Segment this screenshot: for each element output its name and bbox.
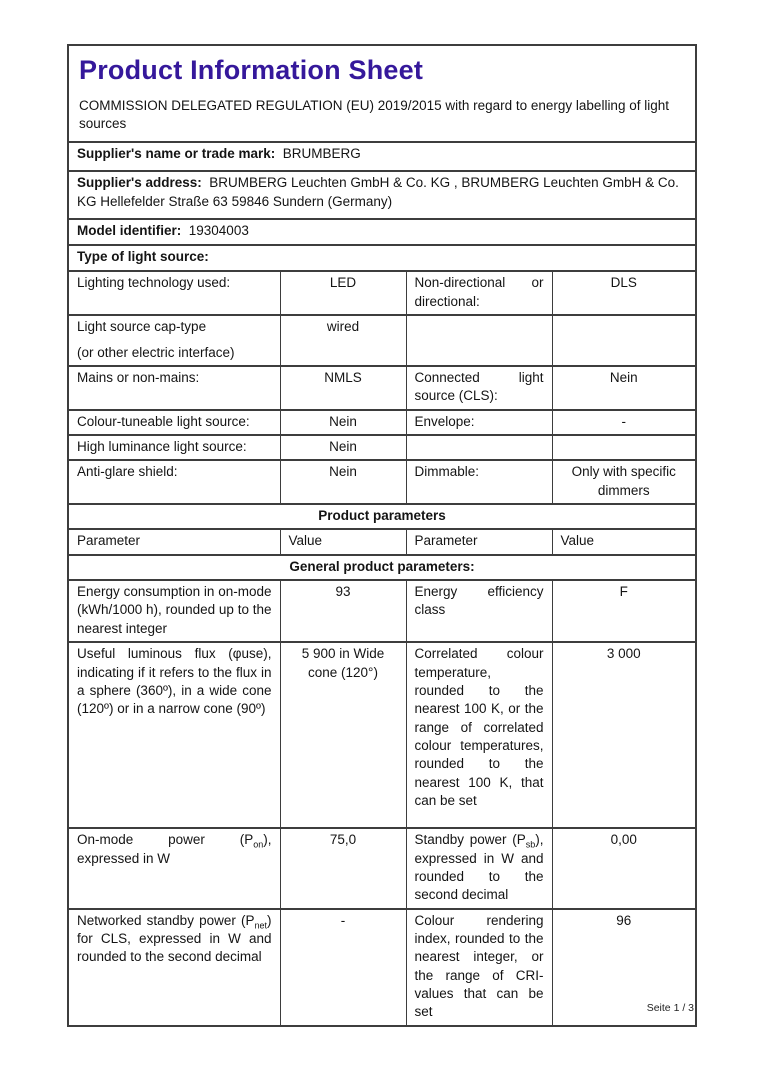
param-value: -	[340, 912, 346, 928]
param-label: Anti-glare shield:	[77, 464, 178, 480]
param-value: -	[621, 413, 626, 429]
param-label: High luminance light source:	[77, 438, 247, 454]
param-label: On-mode power (P	[77, 832, 254, 848]
value-cell	[552, 315, 696, 366]
value-cell	[280, 460, 406, 504]
value-cell	[552, 271, 696, 315]
product-information-table	[67, 44, 697, 1027]
value-cell	[280, 580, 406, 642]
supplier-name-row	[68, 142, 696, 171]
param-value: Nein	[329, 438, 357, 454]
value-cell	[280, 435, 406, 460]
value-cell	[552, 460, 696, 504]
param-label: Colour-tuneable light source:	[77, 413, 250, 429]
param-label-cell	[406, 315, 552, 366]
title-cell	[68, 45, 696, 142]
param-label: Lighting technology used:	[77, 275, 231, 291]
param-value: Nein	[329, 464, 357, 480]
value-cell	[552, 828, 696, 908]
product-parameters-section-title: Product parameters	[68, 504, 696, 529]
param-label-cell	[406, 366, 552, 410]
param-value: Nein	[609, 369, 638, 385]
param-value: F	[619, 584, 628, 600]
param-value: NMLS	[324, 369, 362, 385]
value-cell	[280, 315, 406, 366]
value-cell	[280, 410, 406, 435]
param-label: Correlated colour temperature, rounded to the nearest 100 K, or the range of correlated colour temperatures, rounded to the nearest 100 K, that can be set	[414, 646, 544, 809]
model-identifier-row	[68, 219, 696, 245]
value-cell	[552, 580, 696, 642]
param-label-cell	[406, 435, 552, 460]
column-header-parameter: Parameter	[406, 529, 552, 554]
param-label: Energy consumption in on-mode (kWh/1000 h), rounded up to the nearest integer	[77, 584, 272, 636]
subscript: sb	[525, 839, 536, 850]
param-label-cell	[68, 828, 280, 908]
subscript: net	[254, 920, 267, 931]
general-product-parameters-title: General product parameters:	[68, 555, 696, 580]
param-value: 96	[616, 912, 632, 928]
param-value: 3 000	[606, 646, 641, 662]
value-cell	[552, 410, 696, 435]
param-label: ) for CLS, expressed in W and rounded to the second decimal	[77, 912, 272, 965]
type-of-light-source-heading: Type of light source:	[68, 245, 696, 271]
param-value: 93	[335, 584, 351, 600]
model-identifier-value: 19304003	[188, 223, 249, 239]
param-label-cell	[406, 271, 552, 315]
param-label: Standby power (P	[414, 832, 526, 848]
value-cell	[280, 909, 406, 1026]
supplier-name-value: BRUMBERG	[282, 146, 361, 162]
param-label-cell	[406, 410, 552, 435]
param-value: LED	[329, 275, 357, 291]
param-label: ), expressed in W	[77, 832, 272, 866]
param-label: Connected light source (CLS):	[414, 369, 544, 404]
param-value: 75,0	[329, 832, 357, 848]
param-label-cell	[68, 366, 280, 410]
param-value: Only with specific dimmers	[571, 464, 676, 498]
param-value: 5 900 in Wide cone (120°)	[301, 646, 385, 680]
param-value: DLS	[610, 275, 637, 291]
param-value: Nein	[329, 413, 357, 429]
param-label-cell	[406, 460, 552, 504]
param-label: Dimmable:	[414, 464, 480, 480]
param-label-secondary: (or other electric interface)	[77, 344, 235, 360]
value-cell	[552, 366, 696, 410]
value-cell	[280, 828, 406, 908]
subscript: on	[253, 839, 264, 850]
supplier-name-label: Supplier's name or trade mark:	[77, 146, 276, 162]
param-label: Useful luminous flux (φuse), indicating if it refers to the flux in a sphere (360º), in a wide cone (120º) or in a narrow cone (90º)	[77, 646, 272, 717]
param-label-cell	[68, 642, 280, 828]
param-label-cell	[68, 580, 280, 642]
param-label-cell	[406, 580, 552, 642]
column-header-value: Value	[552, 529, 696, 554]
supplier-address-row	[68, 171, 696, 219]
param-value: 0,00	[610, 832, 637, 848]
page-number-footer: Seite 1 / 3	[646, 1002, 694, 1014]
param-label-cell	[68, 271, 280, 315]
param-label-cell	[406, 909, 552, 1026]
param-label: Energy efficiency class	[414, 584, 544, 618]
value-cell	[280, 366, 406, 410]
column-header-parameter: Parameter	[68, 529, 280, 554]
param-label: Networked standby power (P	[77, 912, 255, 928]
param-label: Envelope:	[414, 413, 475, 429]
param-label-cell	[406, 828, 552, 908]
value-cell	[280, 642, 406, 828]
param-label-cell	[68, 909, 280, 1026]
param-label-cell	[68, 435, 280, 460]
supplier-address-label: Supplier's address:	[77, 175, 202, 191]
param-label: Non-directional or directional:	[414, 275, 544, 309]
supplier-address-value: BRUMBERG Leuchten GmbH & Co. KG , BRUMBERG Leuchten GmbH & Co. KG Hellefelder Straße 63 59846 Sundern (Germany)	[77, 175, 679, 209]
param-label: Colour rendering index, rounded to the nearest integer, or the range of CRI-values that can be set	[414, 912, 544, 1020]
param-label-cell	[68, 460, 280, 504]
value-cell	[552, 435, 696, 460]
param-value: wired	[326, 319, 360, 335]
param-label: Light source cap-type	[77, 319, 207, 335]
regulation-subtitle: COMMISSION DELEGATED REGULATION (EU) 2019/2015 with regard to energy labelling of light sources	[79, 97, 669, 132]
param-label: Mains or non-mains:	[77, 369, 200, 385]
value-cell	[552, 642, 696, 828]
column-header-value: Value	[280, 529, 406, 554]
page-title: Product Information Sheet	[79, 55, 424, 85]
param-label-cell	[406, 642, 552, 828]
model-identifier-label: Model identifier:	[77, 223, 182, 239]
param-label: ), expressed in W and rounded to the second decimal	[414, 832, 544, 903]
param-label-cell	[68, 315, 280, 366]
param-label-cell	[68, 410, 280, 435]
value-cell	[280, 271, 406, 315]
